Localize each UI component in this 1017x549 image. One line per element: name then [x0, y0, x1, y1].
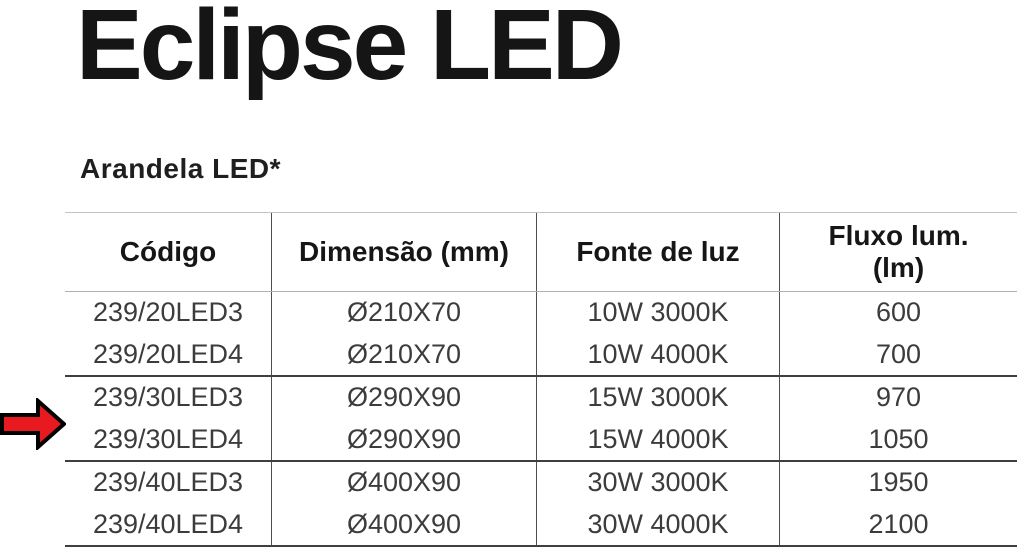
cell-codigo: 239/30LED4	[65, 419, 272, 461]
cell-dimensao: Ø290X90	[272, 377, 537, 419]
cell-dimensao: Ø210X70	[272, 292, 537, 334]
cell-codigo: 239/20LED3	[65, 292, 272, 334]
cell-fluxo: 2100	[868, 508, 929, 539]
table-row	[65, 462, 1017, 504]
table-row	[65, 292, 1017, 334]
table-header-row	[65, 213, 1017, 292]
spec-table	[65, 212, 1017, 547]
cell-codigo: 239/40LED3	[65, 462, 272, 504]
cell-fonte: 30W 4000K	[537, 504, 780, 546]
cell-dimensao: Ø400X90	[272, 504, 537, 546]
red-arrow-icon	[0, 398, 66, 450]
cell-dimensao: Ø400X90	[272, 462, 537, 504]
cell-fluxo: 600	[875, 297, 922, 328]
cell-dimensao: Ø290X90	[272, 419, 537, 461]
column-header-fluxo	[780, 213, 1017, 291]
cell-dimensao: Ø210X70	[272, 334, 537, 376]
column-header-dimensao: Dimensão (mm)	[272, 213, 537, 291]
cell-fluxo: 1950	[868, 467, 929, 498]
cell-fonte: 30W 3000K	[537, 462, 780, 504]
cell-fonte: 10W 4000K	[537, 334, 780, 376]
cell-fluxo: 970	[875, 382, 922, 413]
cell-fonte: 10W 3000K	[537, 292, 780, 334]
cell-fluxo: 700	[875, 338, 922, 369]
column-header-fluxo-label: Fluxo lum. (lm)	[828, 219, 969, 283]
table-row	[65, 334, 1017, 378]
cell-fonte: 15W 3000K	[537, 377, 780, 419]
cell-codigo: 239/40LED4	[65, 504, 272, 546]
table-row	[65, 377, 1017, 419]
page-title: Eclipse LED	[76, 0, 621, 101]
column-header-fonte: Fonte de luz	[537, 213, 780, 291]
page-subtitle: Arandela LED*	[80, 153, 281, 184]
column-header-codigo: Código	[65, 213, 272, 291]
cell-fonte: 15W 4000K	[537, 419, 780, 461]
cell-fluxo: 1050	[868, 423, 929, 454]
cell-codigo: 239/20LED4	[65, 334, 272, 376]
cell-codigo: 239/30LED3	[65, 377, 272, 419]
table-row	[65, 504, 1017, 546]
table-row	[65, 419, 1017, 463]
